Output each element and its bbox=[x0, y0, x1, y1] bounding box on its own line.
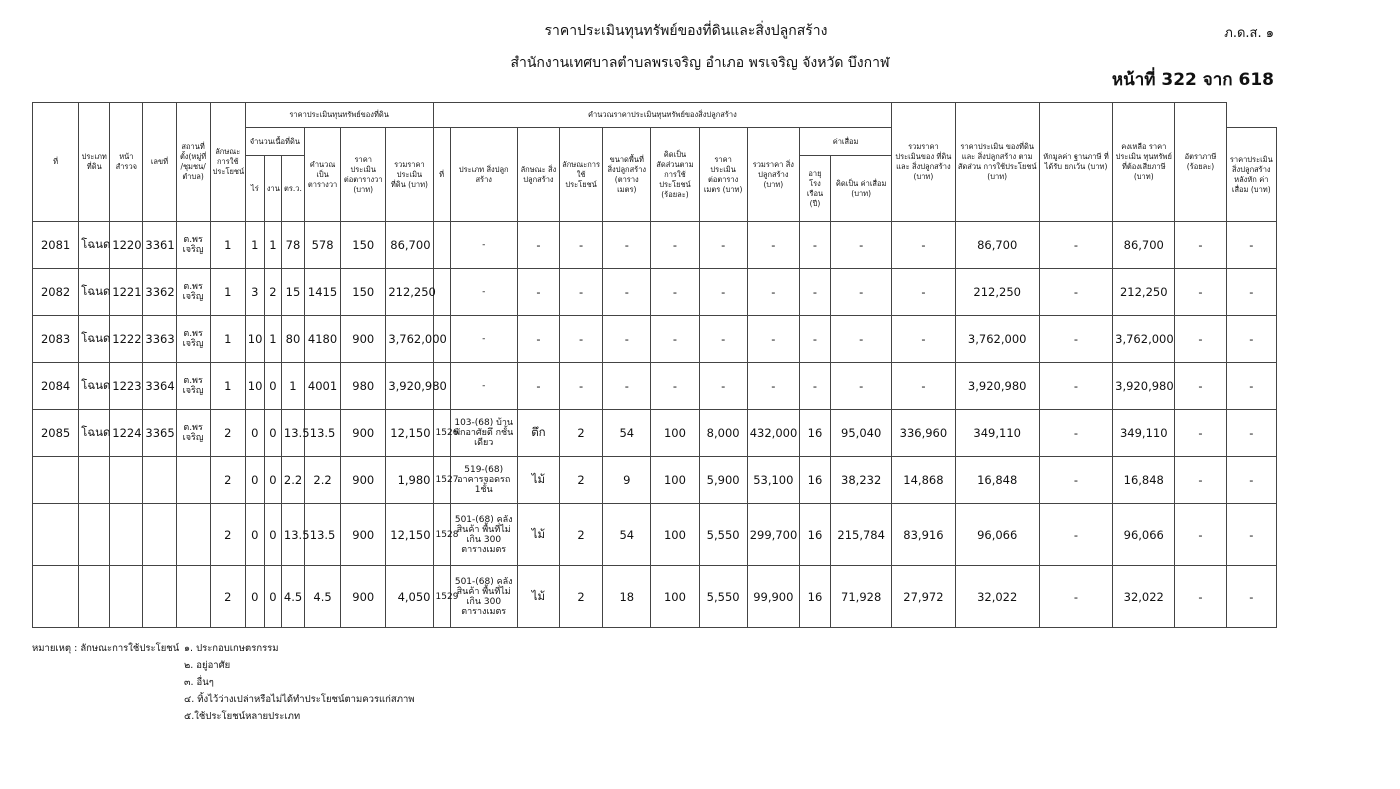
cell-ngan: 0 bbox=[264, 504, 281, 566]
notes-label: หมายเหตุ : ลักษณะการใช้ประโยชน์ bbox=[32, 643, 180, 654]
cell-wa: 13.5 bbox=[281, 410, 304, 457]
cell-after-depreciation: 336,960 bbox=[892, 410, 955, 457]
col-use-value: ราคาประเมิน ของที่ดินและ สิ่งปลูกสร้าง ตามสัดส่วน การใช้ประโยชน์ (บาท) bbox=[955, 103, 1039, 222]
cell-survey-page bbox=[110, 504, 143, 566]
cell-sqwa: 13.5 bbox=[305, 504, 341, 566]
note-item: ๕.ใช้ประโยชน์หลายประเภท bbox=[184, 711, 301, 722]
cell-tax-rate: - bbox=[1226, 269, 1276, 316]
cell-tax-rate: - bbox=[1226, 457, 1276, 504]
cell-use-value: - bbox=[1039, 269, 1112, 316]
col-age: อายุ โรงเรือน (ปี) bbox=[799, 156, 830, 222]
cell-use-value: - bbox=[1039, 504, 1112, 566]
cell-sqwa: 4001 bbox=[305, 363, 341, 410]
cell-building-ratio: - bbox=[651, 222, 699, 269]
cell-sqwa: 578 bbox=[305, 222, 341, 269]
cell-land-total: 212,250 bbox=[386, 269, 433, 316]
col-total-value: รวมราคา ประเมินของ ที่ดินและ สิ่งปลูกสร้าง (บาท) bbox=[892, 103, 955, 222]
table-row bbox=[33, 363, 1277, 410]
cell-rai: 1 bbox=[245, 222, 264, 269]
cell-no: 2082 bbox=[33, 269, 79, 316]
cell-doc-no bbox=[143, 504, 176, 566]
cell-ngan: 0 bbox=[264, 410, 281, 457]
cell-total-value: 3,920,980 bbox=[955, 363, 1039, 410]
cell-location bbox=[176, 566, 210, 628]
cell-use-value: - bbox=[1039, 566, 1112, 628]
form-code: ภ.ด.ส. ๑ bbox=[1224, 26, 1274, 41]
cell-building-total: 299,700 bbox=[747, 504, 799, 566]
note-item: ๑. ประกอบเกษตรกรรม bbox=[184, 643, 279, 654]
cell-depreciation: 38,232 bbox=[831, 457, 892, 504]
cell-building-ratio: 100 bbox=[651, 457, 699, 504]
cell-wa: 1 bbox=[281, 363, 304, 410]
cell-survey-page: 1222 bbox=[110, 316, 143, 363]
col-building-no: ที่ bbox=[433, 128, 450, 222]
cell-building-price: - bbox=[699, 269, 747, 316]
cell-location: ต.พร เจริญ bbox=[176, 363, 210, 410]
table-row bbox=[33, 566, 1277, 628]
cell-building-total: - bbox=[747, 269, 799, 316]
cell-use: 1 bbox=[210, 316, 245, 363]
cell-deduction: 96,066 bbox=[1113, 504, 1175, 566]
cell-ngan: 2 bbox=[264, 269, 281, 316]
cell-building-char: ตึก bbox=[517, 410, 559, 457]
cell-building-ratio: - bbox=[651, 316, 699, 363]
cell-depreciation: 95,040 bbox=[831, 410, 892, 457]
cell-use-value: - bbox=[1039, 222, 1112, 269]
cell-building-use: - bbox=[560, 222, 603, 269]
cell-sqwa: 4180 bbox=[305, 316, 341, 363]
cell-land-type: โฉนด bbox=[79, 410, 110, 457]
cell-total-value: 96,066 bbox=[955, 504, 1039, 566]
cell-building-type: 501-(68) คลังสินค้า พื้นที่ไม่เกิน 300 ตารางเมตร bbox=[450, 566, 517, 628]
cell-doc-no: 3365 bbox=[143, 410, 176, 457]
cell-building-use: 2 bbox=[560, 504, 603, 566]
cell-deduction: 212,250 bbox=[1113, 269, 1175, 316]
cell-building-price: 5,900 bbox=[699, 457, 747, 504]
table-row bbox=[33, 222, 1277, 269]
cell-building-type: - bbox=[450, 222, 517, 269]
cell-total-value: 212,250 bbox=[955, 269, 1039, 316]
cell-price: 980 bbox=[341, 363, 386, 410]
notes bbox=[32, 640, 415, 725]
group-depreciation: ค่าเสื่อม bbox=[799, 128, 891, 156]
cell-building-ratio: - bbox=[651, 269, 699, 316]
cell-deduction: 3,762,000 bbox=[1113, 316, 1175, 363]
cell-building-area: 9 bbox=[603, 457, 651, 504]
table-row bbox=[33, 410, 1277, 457]
col-survey-page: หน้า สำรวจ bbox=[110, 103, 143, 222]
cell-age: 16 bbox=[799, 457, 830, 504]
cell-building-char: ไม้ bbox=[517, 566, 559, 628]
cell-survey-page bbox=[110, 566, 143, 628]
cell-no bbox=[33, 504, 79, 566]
cell-location bbox=[176, 457, 210, 504]
cell-price: 150 bbox=[341, 222, 386, 269]
cell-survey-page bbox=[110, 457, 143, 504]
cell-building-use: - bbox=[560, 363, 603, 410]
cell-price: 900 bbox=[341, 566, 386, 628]
cell-age: 16 bbox=[799, 504, 830, 566]
cell-rai: 0 bbox=[245, 566, 264, 628]
cell-ngan: 0 bbox=[264, 566, 281, 628]
cell-doc-no: 3363 bbox=[143, 316, 176, 363]
cell-land-type bbox=[79, 504, 110, 566]
cell-age: 16 bbox=[799, 410, 830, 457]
cell-depreciation: 215,784 bbox=[831, 504, 892, 566]
cell-building-area: - bbox=[603, 222, 651, 269]
cell-building-type: 103-(68) บ้านพักอาศัยตึ กชั้นเดียว bbox=[450, 410, 517, 457]
cell-location: ต.พร เจริญ bbox=[176, 410, 210, 457]
cell-deduction: 349,110 bbox=[1113, 410, 1175, 457]
cell-land-total: 12,150 bbox=[386, 504, 433, 566]
cell-building-type: - bbox=[450, 269, 517, 316]
cell-total-value: 86,700 bbox=[955, 222, 1039, 269]
cell-building-total: 53,100 bbox=[747, 457, 799, 504]
cell-age: - bbox=[799, 316, 830, 363]
cell-age: - bbox=[799, 269, 830, 316]
cell-after-depreciation: - bbox=[892, 363, 955, 410]
note-item: ๓. อื่นๆ bbox=[184, 677, 214, 688]
cell-age: - bbox=[799, 222, 830, 269]
cell-use: 2 bbox=[210, 566, 245, 628]
cell-use: 2 bbox=[210, 457, 245, 504]
cell-after-depreciation: 27,972 bbox=[892, 566, 955, 628]
cell-tax-rate: - bbox=[1226, 363, 1276, 410]
cell-sqwa: 4.5 bbox=[305, 566, 341, 628]
cell-taxable: - bbox=[1175, 457, 1226, 504]
cell-building-price: 5,550 bbox=[699, 566, 747, 628]
cell-building-no: 1526 bbox=[433, 410, 450, 457]
cell-use: 1 bbox=[210, 222, 245, 269]
cell-building-use: - bbox=[560, 316, 603, 363]
cell-rai: 0 bbox=[245, 504, 264, 566]
cell-doc-no bbox=[143, 457, 176, 504]
cell-tax-rate: - bbox=[1226, 316, 1276, 363]
col-land-total: รวมราคา ประเมิน ที่ดิน (บาท) bbox=[386, 128, 433, 222]
office-subtitle: สำนักงานเทศบาลตำบลพรเจริญ อำเภอ พรเจริญ จังหวัด บึงกาฬ bbox=[510, 55, 890, 71]
page-number: หน้าที่ 322 จาก 618 bbox=[1111, 70, 1274, 90]
group-building-valuation: คำนวณราคาประเมินทุนทรัพย์ของสิ่งปลูกสร้าง bbox=[433, 103, 892, 128]
cell-doc-no: 3361 bbox=[143, 222, 176, 269]
cell-land-total: 3,920,980 bbox=[386, 363, 433, 410]
col-building-total: รวมราคา สิ่งปลูกสร้าง (บาท) bbox=[747, 128, 799, 222]
cell-building-ratio: 100 bbox=[651, 504, 699, 566]
col-use-type: ลักษณะ การใช้ ประโยชน์ bbox=[210, 103, 245, 222]
cell-wa: 15 bbox=[281, 269, 304, 316]
cell-building-area: - bbox=[603, 316, 651, 363]
cell-use: 1 bbox=[210, 363, 245, 410]
cell-deduction: 86,700 bbox=[1113, 222, 1175, 269]
cell-sqwa: 2.2 bbox=[305, 457, 341, 504]
cell-land-total: 86,700 bbox=[386, 222, 433, 269]
cell-use-value: - bbox=[1039, 363, 1112, 410]
note-item: ๒. อยู่อาศัย bbox=[184, 660, 231, 671]
cell-no: 2083 bbox=[33, 316, 79, 363]
cell-deduction: 32,022 bbox=[1113, 566, 1175, 628]
cell-land-type: โฉนด bbox=[79, 269, 110, 316]
cell-sqwa: 1415 bbox=[305, 269, 341, 316]
cell-total-value: 16,848 bbox=[955, 457, 1039, 504]
cell-land-total: 1,980 bbox=[386, 457, 433, 504]
cell-wa: 78 bbox=[281, 222, 304, 269]
cell-depreciation: 71,928 bbox=[831, 566, 892, 628]
cell-building-no: 1528 bbox=[433, 504, 450, 566]
cell-ngan: 1 bbox=[264, 222, 281, 269]
cell-taxable: - bbox=[1175, 504, 1226, 566]
cell-rai: 0 bbox=[245, 457, 264, 504]
cell-survey-page: 1220 bbox=[110, 222, 143, 269]
cell-price: 900 bbox=[341, 504, 386, 566]
cell-depreciation: - bbox=[831, 222, 892, 269]
col-rai: ไร่ bbox=[245, 156, 264, 222]
col-building-type: ประเภท สิ่งปลูกสร้าง bbox=[450, 128, 517, 222]
cell-price: 900 bbox=[341, 410, 386, 457]
cell-building-no: 1527 bbox=[433, 457, 450, 504]
cell-building-use: - bbox=[560, 269, 603, 316]
cell-building-char: ไม้ bbox=[517, 457, 559, 504]
cell-deduction: 3,920,980 bbox=[1113, 363, 1175, 410]
cell-building-type: - bbox=[450, 363, 517, 410]
cell-building-area: - bbox=[603, 269, 651, 316]
cell-building-type: 501-(68) คลังสินค้า พื้นที่ไม่เกิน 300 ตารางเมตร bbox=[450, 504, 517, 566]
cell-building-use: 2 bbox=[560, 410, 603, 457]
cell-land-type bbox=[79, 457, 110, 504]
col-building-use: ลักษณะการ ใช้ประโยชน์ bbox=[560, 128, 603, 222]
col-building-price-sqm: ราคา ประเมิน ต่อตารางเมตร (บาท) bbox=[699, 128, 747, 222]
cell-survey-page: 1221 bbox=[110, 269, 143, 316]
cell-tax-rate: - bbox=[1226, 504, 1276, 566]
cell-no bbox=[33, 457, 79, 504]
cell-building-price: 5,550 bbox=[699, 504, 747, 566]
col-doc-no: เลขที่ bbox=[143, 103, 176, 222]
col-deduction: หักมูลค่า ฐานภาษี ที่ได้รับ ยกเว้น (บาท) bbox=[1039, 103, 1112, 222]
cell-ngan: 0 bbox=[264, 363, 281, 410]
cell-taxable: - bbox=[1175, 566, 1226, 628]
cell-building-total: 432,000 bbox=[747, 410, 799, 457]
col-location: สถานที่ ตั้ง(หมู่ที่ /ชุมชน/ ตำบล) bbox=[176, 103, 210, 222]
cell-building-ratio: - bbox=[651, 363, 699, 410]
cell-land-type: โฉนด bbox=[79, 316, 110, 363]
cell-total-value: 3,762,000 bbox=[955, 316, 1039, 363]
col-price-sqwa: ราคา ประเมิน ต่อตารางวา (บาท) bbox=[341, 128, 386, 222]
col-ngan: งาน bbox=[264, 156, 281, 222]
cell-building-char: - bbox=[517, 363, 559, 410]
cell-building-char: - bbox=[517, 269, 559, 316]
col-area-sqwa: คำนวณ เป็น ตารางวา bbox=[305, 128, 341, 222]
cell-wa: 13.5 bbox=[281, 504, 304, 566]
cell-building-no bbox=[433, 222, 450, 269]
cell-location: ต.พร เจริญ bbox=[176, 316, 210, 363]
cell-ngan: 0 bbox=[264, 457, 281, 504]
col-after-depreciation: ราคาประเมิน สิ่งปลูกสร้าง หลังหัก ค่าเสื่อม (บาท) bbox=[1226, 128, 1276, 222]
cell-rai: 10 bbox=[245, 316, 264, 363]
cell-deduction: 16,848 bbox=[1113, 457, 1175, 504]
cell-doc-no: 3362 bbox=[143, 269, 176, 316]
cell-building-char: ไม้ bbox=[517, 504, 559, 566]
cell-no bbox=[33, 566, 79, 628]
document-title: ราคาประเมินทุนทรัพย์ของที่ดินและสิ่งปลูกสร้าง bbox=[544, 23, 828, 39]
cell-use: 1 bbox=[210, 269, 245, 316]
cell-building-total: - bbox=[747, 363, 799, 410]
cell-land-type: โฉนด bbox=[79, 222, 110, 269]
cell-location bbox=[176, 504, 210, 566]
cell-building-area: 18 bbox=[603, 566, 651, 628]
table-row bbox=[33, 457, 1277, 504]
cell-tax-rate: - bbox=[1226, 222, 1276, 269]
cell-building-price: - bbox=[699, 363, 747, 410]
cell-land-total: 3,762,000 bbox=[386, 316, 433, 363]
cell-doc-no: 3364 bbox=[143, 363, 176, 410]
col-building-area: ขนาดพื้นที่ สิ่งปลูกสร้าง (ตารางเมตร) bbox=[603, 128, 651, 222]
cell-building-use: 2 bbox=[560, 457, 603, 504]
cell-tax-rate: - bbox=[1226, 410, 1276, 457]
assessment-table bbox=[32, 102, 1277, 628]
cell-after-depreciation: 83,916 bbox=[892, 504, 955, 566]
cell-tax-rate: - bbox=[1226, 566, 1276, 628]
cell-building-price: - bbox=[699, 222, 747, 269]
table-row bbox=[33, 504, 1277, 566]
cell-building-ratio: 100 bbox=[651, 410, 699, 457]
cell-taxable: - bbox=[1175, 363, 1226, 410]
col-depreciation-amount: คิดเป็น ค่าเสื่อม (บาท) bbox=[831, 156, 892, 222]
cell-after-depreciation: - bbox=[892, 316, 955, 363]
cell-building-total: - bbox=[747, 316, 799, 363]
cell-age: - bbox=[799, 363, 830, 410]
cell-building-total: - bbox=[747, 222, 799, 269]
cell-building-no: 1529 bbox=[433, 566, 450, 628]
cell-taxable: - bbox=[1175, 222, 1226, 269]
group-land-area: จำนวนเนื้อที่ดิน bbox=[245, 128, 304, 156]
group-land-valuation: ราคาประเมินทุนทรัพย์ของที่ดิน bbox=[245, 103, 433, 128]
cell-taxable: - bbox=[1175, 269, 1226, 316]
cell-wa: 2.2 bbox=[281, 457, 304, 504]
col-land-type: ประเภท ที่ดิน bbox=[79, 103, 110, 222]
cell-use: 2 bbox=[210, 504, 245, 566]
cell-rai: 3 bbox=[245, 269, 264, 316]
cell-price: 150 bbox=[341, 269, 386, 316]
cell-building-price: 8,000 bbox=[699, 410, 747, 457]
cell-building-char: - bbox=[517, 316, 559, 363]
cell-land-total: 4,050 bbox=[386, 566, 433, 628]
col-tax-rate: อัตราภาษี (ร้อยละ) bbox=[1175, 103, 1226, 222]
cell-ngan: 1 bbox=[264, 316, 281, 363]
cell-use-value: - bbox=[1039, 410, 1112, 457]
cell-building-type: 519-(68) อาคารจอดรถ 1ชั้น bbox=[450, 457, 517, 504]
cell-after-depreciation: 14,868 bbox=[892, 457, 955, 504]
cell-building-use: 2 bbox=[560, 566, 603, 628]
cell-no: 2081 bbox=[33, 222, 79, 269]
cell-land-total: 12,150 bbox=[386, 410, 433, 457]
cell-taxable: - bbox=[1175, 316, 1226, 363]
cell-wa: 4.5 bbox=[281, 566, 304, 628]
cell-price: 900 bbox=[341, 316, 386, 363]
cell-after-depreciation: - bbox=[892, 222, 955, 269]
cell-doc-no bbox=[143, 566, 176, 628]
note-item: ๔. ทิ้งไว้ว่างเปล่าหรือไม่ได้ทำประโยชน์ตามควรแก่สภาพ bbox=[184, 694, 415, 705]
col-building-char: ลักษณะ สิ่งปลูกสร้าง bbox=[517, 128, 559, 222]
cell-price: 900 bbox=[341, 457, 386, 504]
col-taxable: คงเหลือ ราคาประเมิน ทุนทรัพย์ ที่ต้องเสียภาษี (บาท) bbox=[1113, 103, 1175, 222]
cell-wa: 80 bbox=[281, 316, 304, 363]
cell-location: ต.พร เจริญ bbox=[176, 269, 210, 316]
cell-total-value: 349,110 bbox=[955, 410, 1039, 457]
cell-age: 16 bbox=[799, 566, 830, 628]
cell-depreciation: - bbox=[831, 269, 892, 316]
cell-no: 2084 bbox=[33, 363, 79, 410]
cell-land-type: โฉนด bbox=[79, 363, 110, 410]
cell-building-char: - bbox=[517, 222, 559, 269]
cell-rai: 10 bbox=[245, 363, 264, 410]
col-building-ratio: คิดเป็น สัดส่วนตาม การใช้ ประโยชน์ (ร้อยละ) bbox=[651, 128, 699, 222]
cell-building-type: - bbox=[450, 316, 517, 363]
cell-survey-page: 1223 bbox=[110, 363, 143, 410]
col-no: ที่ bbox=[33, 103, 79, 222]
cell-rai: 0 bbox=[245, 410, 264, 457]
cell-use-value: - bbox=[1039, 316, 1112, 363]
cell-survey-page: 1224 bbox=[110, 410, 143, 457]
cell-taxable: - bbox=[1175, 410, 1226, 457]
cell-use: 2 bbox=[210, 410, 245, 457]
cell-sqwa: 13.5 bbox=[305, 410, 341, 457]
cell-after-depreciation: - bbox=[892, 269, 955, 316]
cell-building-area: - bbox=[603, 363, 651, 410]
table-row bbox=[33, 269, 1277, 316]
cell-total-value: 32,022 bbox=[955, 566, 1039, 628]
cell-location: ต.พร เจริญ bbox=[176, 222, 210, 269]
cell-depreciation: - bbox=[831, 363, 892, 410]
table-row bbox=[33, 316, 1277, 363]
cell-building-price: - bbox=[699, 316, 747, 363]
cell-no: 2085 bbox=[33, 410, 79, 457]
col-wa: ตร.ว. bbox=[281, 156, 304, 222]
cell-building-area: 54 bbox=[603, 410, 651, 457]
cell-use-value: - bbox=[1039, 457, 1112, 504]
cell-building-area: 54 bbox=[603, 504, 651, 566]
cell-depreciation: - bbox=[831, 316, 892, 363]
cell-building-ratio: 100 bbox=[651, 566, 699, 628]
cell-land-type bbox=[79, 566, 110, 628]
cell-building-total: 99,900 bbox=[747, 566, 799, 628]
